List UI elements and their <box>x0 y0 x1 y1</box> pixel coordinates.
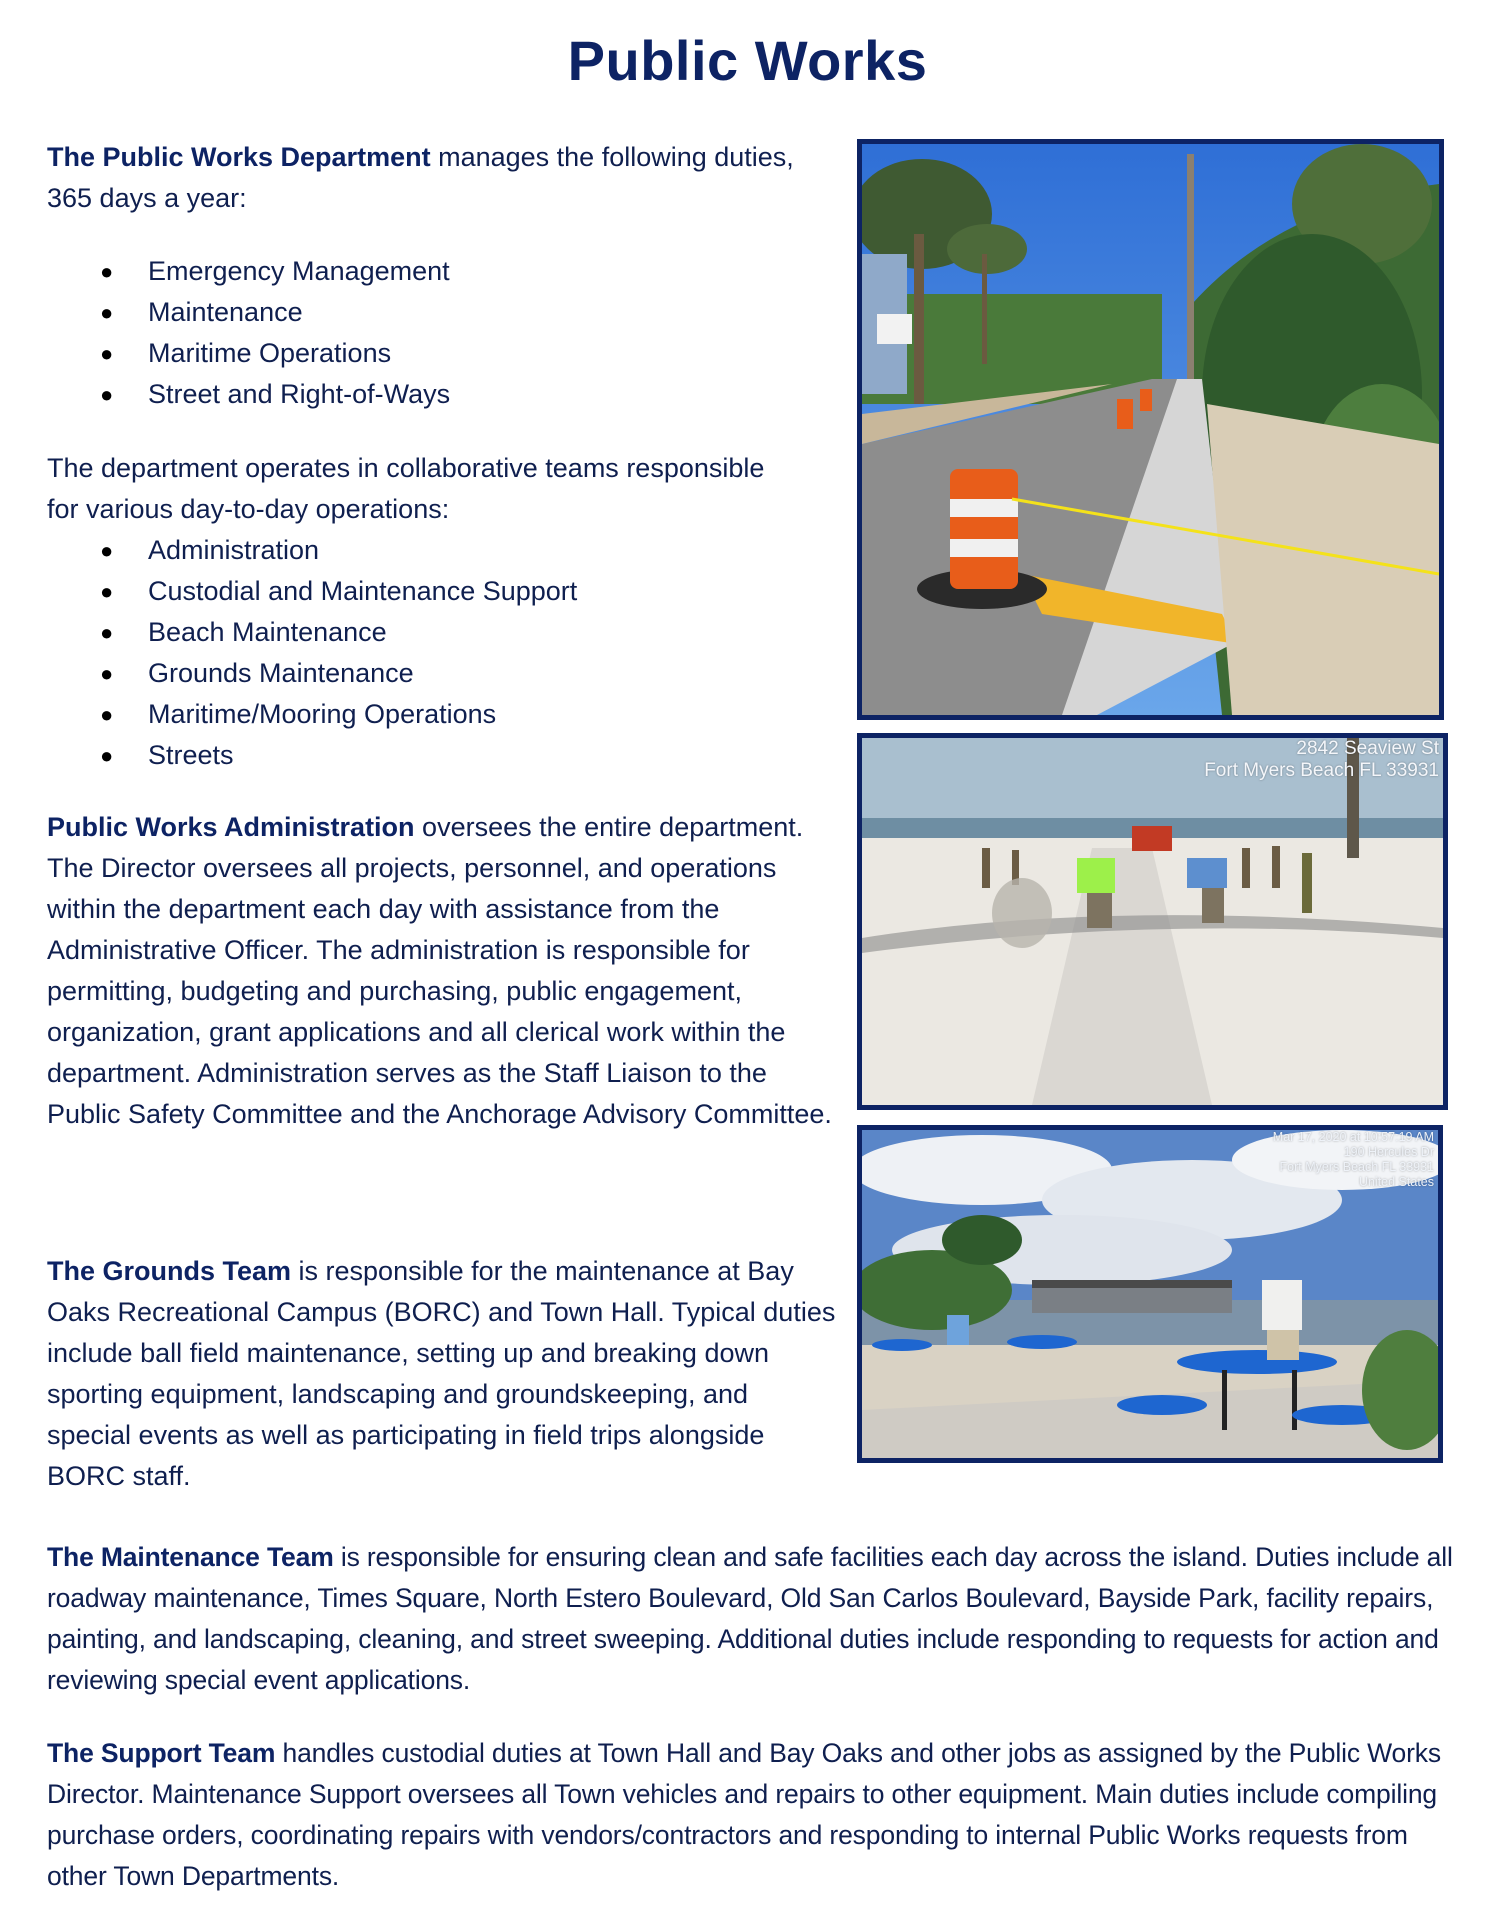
bullet-icon: ● <box>100 538 114 563</box>
support-section <box>47 1733 1457 1897</box>
support-bold-lead: The Support Team <box>47 1738 276 1768</box>
bullet-icon: ● <box>100 661 114 686</box>
maintenance-paragraph: The Maintenance Team is responsible for ensuring clean and safe facilities each day across the island. Duties include all roadway maintenance, Times Square, North Estero Boulevard, Old San Carlos Boulevard, Bayside Park, facility repairs, painting, and landscaping, cleaning, and street sweeping. Additional duties include responding to requests for action and reviewing special event applications. <box>47 1542 1453 1695</box>
administration-section <box>47 807 837 1135</box>
bullet-icon: ● <box>100 341 114 366</box>
grounds-section <box>47 1251 837 1497</box>
beach-photo-illustration <box>862 738 1443 1105</box>
photo-picnic-table-cleaning <box>857 1125 1443 1463</box>
list-item: ● Administration <box>47 530 767 571</box>
bullet-icon: ● <box>100 259 114 284</box>
intro-bold-lead: The Public Works Department <box>47 142 431 172</box>
bullet-icon: ● <box>100 382 114 407</box>
bullet-icon: ● <box>100 300 114 325</box>
teams-list <box>47 530 767 776</box>
intro-text: manages the following duties, 365 days a year: <box>47 142 794 213</box>
list-item: ● Maintenance <box>47 292 837 333</box>
photo-sidewalk-construction <box>857 139 1444 720</box>
photo-timestamp-overlay: Mar 17, 2020 at 10:57:19 AM 190 Hercules Dr Fort Myers Beach FL 33931 United States <box>1272 1130 1434 1189</box>
intro-section <box>47 137 837 415</box>
list-item: ● Emergency Management <box>47 251 837 292</box>
list-item: ● Grounds Maintenance <box>47 653 767 694</box>
teams-paragraph: The department operates in collaborative teams responsible for various day-to-day operations: <box>47 453 765 524</box>
photo-beach-path-cleanup <box>857 733 1448 1110</box>
list-item: ● Streets <box>47 735 767 776</box>
grounds-bold-lead: The Grounds Team <box>47 1256 292 1286</box>
photo-location-overlay: 2842 Seaview St Fort Myers Beach FL 33931 <box>1204 738 1439 781</box>
page-title: Public Works <box>567 29 928 92</box>
list-item: ● Custodial and Maintenance Support <box>47 571 767 612</box>
maintenance-section <box>47 1537 1457 1701</box>
administration-paragraph: Public Works Administration oversees the entire department. The Director oversees all projects, personnel, and operations within the department each day with assistance from the Administrative Officer. The administration is responsible for permitting, budgeting and purchasing, public engagement, organization, grant applications and all clerical work within the department. Administration serves as the Staff Liaison to the Public Safety Committee and the Anchorage Advisory Committee. <box>47 812 832 1129</box>
support-paragraph: The Support Team handles custodial duties at Town Hall and Bay Oaks and other jobs as assigned by the Public Works Director. Maintenance Support oversees all Town vehicles and repairs to other equipment. Main duties include compiling purchase orders, coordinating repairs with vendors/contractors and responding to internal Public Works requests from other Town Departments. <box>47 1738 1441 1891</box>
bullet-icon: ● <box>100 620 114 645</box>
list-item: ● Street and Right-of-Ways <box>47 374 837 415</box>
bullet-icon: ● <box>100 743 114 768</box>
duties-list <box>47 251 837 415</box>
list-item: ● Maritime/Mooring Operations <box>47 694 767 735</box>
list-item: ● Beach Maintenance <box>47 612 767 653</box>
teams-section <box>47 448 767 776</box>
grounds-paragraph: The Grounds Team is responsible for the maintenance at Bay Oaks Recreational Campus (BORC) and Town Hall. Typical duties include ball field maintenance, setting up and breaking down sporting equipment, landscaping and groundskeeping, and special events as well as participating in field trips alongside BORC staff. <box>47 1256 836 1491</box>
sidewalk-photo-illustration <box>862 144 1439 715</box>
maintenance-bold-lead: The Maintenance Team <box>47 1542 334 1572</box>
administration-bold-lead: Public Works Administration <box>47 812 415 842</box>
list-item: ● Maritime Operations <box>47 333 837 374</box>
intro-paragraph <box>47 137 837 219</box>
bullet-icon: ● <box>100 702 114 727</box>
bullet-icon: ● <box>100 579 114 604</box>
